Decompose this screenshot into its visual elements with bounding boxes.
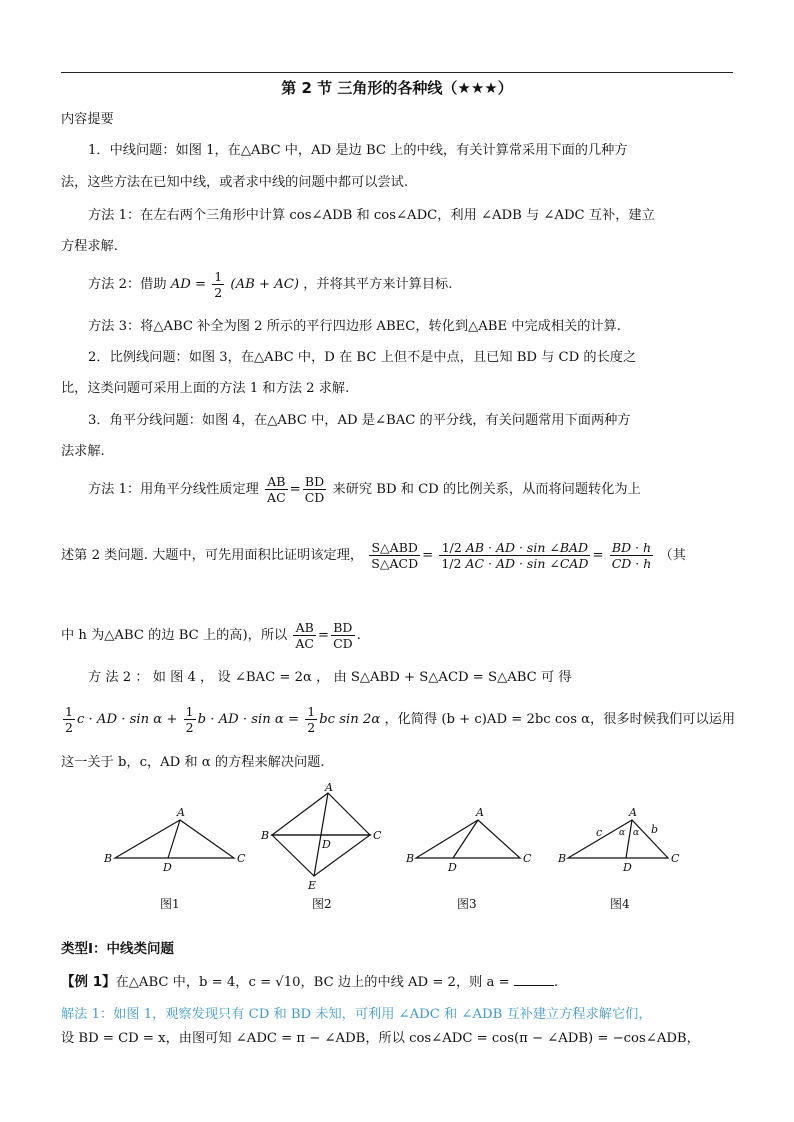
method2-vec-a: AD = [170, 277, 211, 292]
fig2-triangle-bottom [272, 835, 370, 876]
fig4-caption: 图4 [610, 897, 630, 911]
half-d: 2 [453, 556, 462, 571]
ratio2-ab-ac [293, 620, 316, 651]
para2-line2: 比，这类问题可采用上面的方法 1 和方法 2 求解. [61, 381, 350, 396]
answer-blank [514, 973, 554, 986]
fig3-caption: 图3 [457, 897, 477, 911]
m2-half-3 [305, 704, 317, 735]
bisector-conclusion-line: 中 h 为△ABC 的边 BC 上的高)，所以 $\frac{AB}{AC}$ = $\frac{BD}{CD}$ . [61, 620, 361, 651]
ratio2-ac: AC [295, 636, 314, 651]
bisector-area-line: 述第 2 类问题. 大题中，可先用面积比证明该定理， $\frac{\text{S△ABD}}{\text{S△ACD}}$ = $\frac{\text{1/2 AB · AD · sin ∠BAD}}{\text{1/2 AC · AD · sin ∠CAD}}$ = $\frac{BD \cdot h}{CD \cdot h}$ （其 [61, 540, 686, 571]
half-a: 1 [441, 540, 450, 555]
m2-expr1: c · AD · sin α + [76, 712, 178, 727]
method1-line1: 方法 1：在左右两个三角形中计算 cos∠ADB 和 cos∠ADC，利用 ∠ADB 与 ∠ADC 互补，建立 [88, 208, 655, 223]
m2-half2-den: 2 [185, 720, 194, 735]
fig2-label-b: B [261, 829, 270, 842]
ratio-bd: BD [303, 474, 327, 490]
para3-line2: 法求解. [61, 444, 105, 459]
example1-tag: 【例 1】 [61, 974, 116, 990]
sin-area-num: 1/2 AB · AD · sin ∠BAD [439, 540, 590, 556]
solution1-line1: 解法 1：如图 1，观察发现只有 CD 和 BD 未知，可利用 ∠ADC 和 ∠ADB 互补建立方程求解它们， [61, 1007, 652, 1022]
ratio2-bd-cd [331, 620, 355, 651]
m2-half2-num: 1 [185, 704, 194, 719]
para1-line1: 1．中线问题：如图 1，在△ABC 中，AD 是边 BC 上的中线，有关计算常采用下面的几种方 [88, 143, 628, 158]
area-den: AC · AD · sin ∠CAD [465, 556, 589, 571]
method3-line: 方法 3：将△ABC 补全为图 2 所示的平行四边形 ABEC，转化到△ABE 中完成相关的计算. [88, 319, 621, 334]
fig2-label-c: C [373, 829, 382, 842]
bisector-method2-line1: 方 法 2 ： 如 图 4 ， 设 ∠BAC = 2α ， 由 S△ABD + S△ACD = S△ABC 可 得 [88, 670, 572, 685]
fig2-caption: 图2 [312, 897, 332, 911]
fig1-label-d: D [163, 861, 172, 874]
method2-line [88, 269, 452, 300]
fig2-label-d: D [322, 838, 331, 851]
method2-post: ，并将其平方来计算目标. [303, 277, 453, 292]
figures-row [100, 781, 700, 900]
fig4-label-alpha-2: α [633, 828, 640, 838]
ratio2-bd: BD [331, 620, 355, 636]
height-fraction [610, 540, 654, 571]
solution1-line2: 设 BD = CD = x，由图可知 ∠ADC = π − ∠ADB，所以 cos∠ADC = cos(π − ∠ADB) = −cos∠ADB， [61, 1031, 700, 1046]
page-title: 第 2 节 三角形的各种线（★★★） [281, 79, 513, 97]
figure-3 [416, 820, 520, 858]
m2-half1-num: 1 [65, 704, 73, 719]
type-heading: 类型Ⅰ：中线类问题 [61, 941, 175, 957]
fig1-label-b: B [104, 852, 113, 865]
h-den: CD · h [611, 556, 652, 571]
fig4-label-alpha-1: α [619, 828, 626, 838]
header-rule [61, 72, 733, 73]
half-fraction [212, 269, 224, 300]
fig2-triangle-top [272, 793, 370, 835]
sin-area-den: 1/2 AC · AD · sin ∠CAD [441, 556, 589, 571]
m2-half-1 [63, 704, 75, 735]
m2-line2-post: ，化简得 (b + c)AD = 2bc cos α，很多时候我们可以运用 [384, 712, 736, 727]
s-acd: S△ACD [371, 556, 419, 571]
bis-line3-pre: 中 h 为△ABC 的边 BC 上的高)，所以 [61, 628, 288, 643]
fig4-label-b: B [558, 852, 567, 865]
fig4-label-d: D [623, 861, 632, 874]
ratio-bd-cd [303, 474, 327, 505]
bis-line2-pre: 述第 2 类问题. 大题中，可先用面积比证明该定理， [61, 548, 364, 563]
ratio-cd: CD [304, 490, 325, 505]
example1-end: . [553, 975, 559, 990]
fig1-label-c: C [237, 852, 246, 865]
bisector-method2-line3: 这一关于 b，c，AD 和 α 的方程来解决问题. [61, 755, 325, 770]
m2-half3-den: 2 [307, 720, 316, 735]
m2-half1-den: 2 [65, 720, 73, 735]
half-b: 2 [453, 540, 462, 555]
method2-vec-b: (AB + AC) [230, 277, 299, 292]
para2-line1: 2．比例线问题：如图 3，在△ABC 中，D 在 BC 上但不是中点，且已知 BD 与 CD 的长度之 [88, 350, 637, 365]
example1-text: 在△ABC 中，b = 4，c = √10，BC 边上的中线 AD = 2，则 a = [115, 975, 510, 990]
method2-pre: 方法 2：借助 [88, 277, 167, 292]
fig3-label-b: B [406, 852, 415, 865]
fig4-label-c: C [671, 852, 680, 865]
fig2-label-e: E [308, 879, 317, 892]
figure-1 [115, 820, 234, 858]
fig4-label-b-side: b [651, 823, 659, 836]
m2-half3-num: 1 [307, 704, 316, 719]
height-den [610, 556, 654, 571]
half-c: 1 [441, 556, 450, 571]
area-num: AB · AD · sin ∠BAD [465, 540, 589, 555]
eq-sign: = [289, 482, 301, 497]
fig4-label-a: A [629, 806, 637, 819]
half-num: 1 [214, 269, 223, 284]
fig1-label-a: A [177, 806, 185, 819]
h-num: BD · h [611, 540, 652, 555]
fig3-cevian [453, 820, 478, 858]
s-abd: S△ABD [369, 540, 420, 556]
area-ratio-fraction [369, 540, 420, 571]
bis-line2-post: （其 [659, 548, 686, 563]
height-num [610, 540, 654, 556]
sin-area-fraction [439, 540, 590, 571]
example1-line [61, 973, 558, 992]
bisector-method2-line2 [61, 704, 735, 735]
para1-line2: 法，这些方法在已知中线，或者求中线的问题中都可以尝试. [61, 175, 409, 190]
fig3-triangle [416, 820, 520, 858]
ratio2-cd: CD [333, 636, 353, 651]
ratio2-ab: AB [293, 620, 316, 636]
m2-expr3: bc sin 2α [319, 712, 381, 727]
fig4-bisector [626, 820, 632, 858]
m2-half-2 [184, 704, 196, 735]
ratio-ab-ac [265, 474, 288, 505]
method1-line2: 方程求解. [61, 239, 118, 254]
ratio-ac: AC [267, 490, 286, 505]
bisector-method1-line [88, 474, 641, 505]
half-den: 2 [214, 285, 223, 300]
bis-method1-pre: 方法 1：用角平分线性质定理 [88, 482, 259, 497]
m2-expr2: b · AD · sin α = [197, 712, 300, 727]
para3-line1: 3．角平分线问题：如图 4，在△ABC 中，AD 是∠BAC 的平分线，有关问题常用下面两种方 [88, 413, 631, 428]
figure-2 [272, 793, 370, 876]
fig1-caption: 图1 [160, 897, 180, 911]
section-heading: 内容提要 [61, 112, 114, 127]
fig3-label-d: D [448, 861, 457, 874]
fig2-label-a: A [325, 781, 333, 794]
ratio-ab: AB [265, 474, 288, 490]
fig3-label-c: C [523, 852, 532, 865]
fig4-label-c-side: c [596, 826, 603, 839]
bis-method1-post: 来研究 BD 和 CD 的比例关系，从而将问题转化为上 [332, 482, 641, 497]
fig3-label-a: A [476, 806, 484, 819]
